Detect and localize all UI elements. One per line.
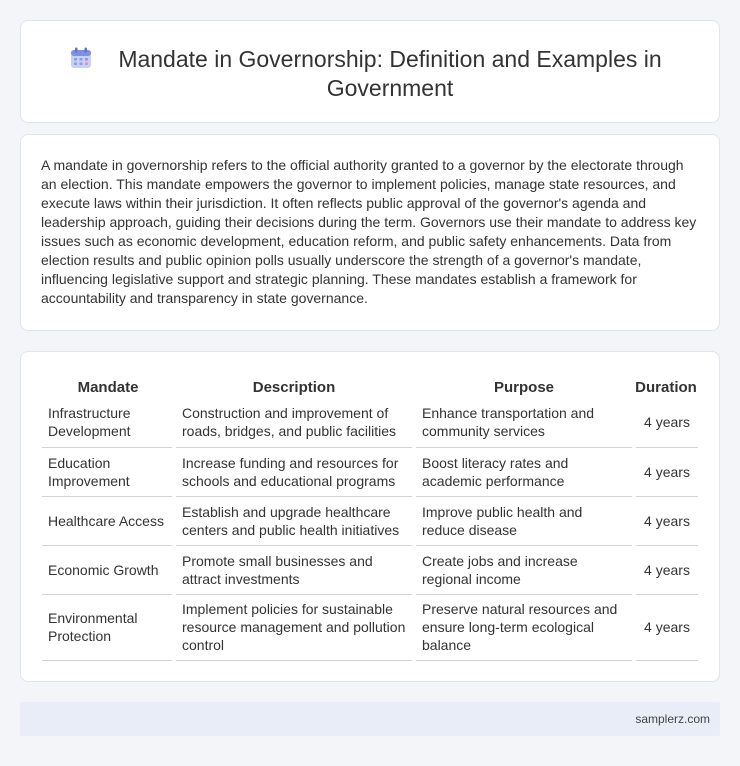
intro-paragraph: A mandate in governorship refers to the official authority granted to a governor by the electorate through an election. This mandate empowers the governor to implement policies, manage state resources, and execute laws within their jurisdiction. It often reflects public approval of the governor's agenda and leadership approach, guiding their decisions during the term. Governors use their mandate to address key issues such as economic development, education reform, and public safety enhancements. Data from election results and public opinion polls usually underscore the strength of a governor's mandate, influencing legislative support and strategic planning. These mandates establish a framework for accountability and transparency in state governance.	[41, 157, 697, 306]
intro-card	[20, 134, 720, 331]
cell-duration: 4 years	[634, 594, 698, 660]
page-title: Mandate in Governorship: Definition and Examples in Government	[118, 46, 662, 101]
cell-description: Increase funding and resources for schools and educational programs	[174, 447, 414, 496]
header-mandate: Mandate	[77, 379, 139, 396]
cell-description: Construction and improvement of roads, bridges, and public facilities	[174, 398, 414, 447]
footer-bar	[20, 702, 720, 736]
cell-description: Establish and upgrade healthcare centers and public health initiatives	[174, 496, 414, 545]
header-description: Description	[252, 379, 336, 396]
cell-purpose: Enhance transportation and community services	[414, 398, 634, 447]
table-row	[42, 398, 698, 447]
cell-purpose: Boost literacy rates and academic performance	[414, 447, 634, 496]
table-header-row	[42, 374, 698, 398]
cell-mandate: Infrastructure Development	[42, 398, 174, 447]
cell-duration: 4 years	[634, 545, 698, 594]
table-row	[42, 447, 698, 496]
footer-source: samplerz.com	[635, 712, 710, 726]
cell-mandate: Environmental Protection	[42, 594, 174, 660]
cell-duration: 4 years	[634, 496, 698, 545]
header-purpose: Purpose	[493, 379, 554, 396]
cell-purpose: Preserve natural resources and ensure long-term ecological balance	[414, 594, 634, 660]
cell-mandate: Education Improvement	[42, 447, 174, 496]
mandate-table	[42, 374, 698, 661]
table-row	[42, 545, 698, 594]
cell-purpose: Improve public health and reduce disease	[414, 496, 634, 545]
cell-description: Implement policies for sustainable resource management and pollution control	[174, 594, 414, 660]
cell-duration: 4 years	[634, 447, 698, 496]
header-duration: Duration	[635, 379, 697, 396]
table-card	[20, 351, 720, 682]
cell-duration: 4 years	[634, 398, 698, 447]
cell-purpose: Create jobs and increase regional income	[414, 545, 634, 594]
cell-description: Promote small businesses and attract investments	[174, 545, 414, 594]
cell-mandate: Economic Growth	[42, 545, 174, 594]
cell-mandate: Healthcare Access	[42, 496, 174, 545]
title-card	[20, 20, 720, 123]
table-row	[42, 594, 698, 660]
table-row	[42, 496, 698, 545]
